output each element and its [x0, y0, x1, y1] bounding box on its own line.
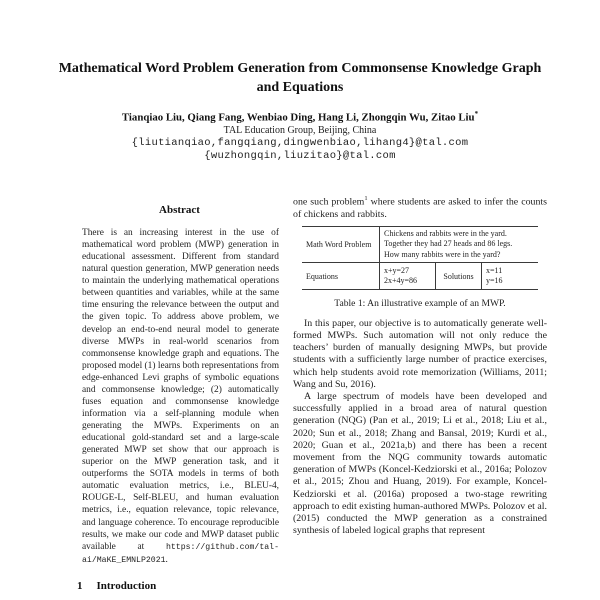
table-caption: Table 1: An illustrative example of an MWP.	[334, 297, 506, 309]
table-cell-solutions	[482, 263, 538, 288]
section-number: 1	[77, 579, 83, 592]
table-mwp-example	[302, 226, 538, 290]
equation-line: x+y=27	[384, 265, 410, 275]
table-cell-equations-label: Equations	[302, 263, 380, 288]
table-row	[302, 227, 538, 263]
left-column	[77, 204, 282, 592]
email-line-1: {liutianqiao,fangqiang,dingwenbiao,lihang4}@tal.com	[131, 136, 469, 149]
right-column	[293, 193, 547, 537]
author-names: Tianqiao Liu, Qiang Fang, Wenbiao Ding, Hang Li, Zhongqin Wu, Zitao Liu	[121, 111, 475, 124]
solution-line: x=11	[486, 265, 503, 275]
solution-line: y=16	[486, 276, 503, 286]
abstract-period: .	[165, 554, 168, 565]
author-footnote-mark: *	[474, 110, 479, 118]
abstract-body-text: There is an increasing interest in the use of mathematical word problem (MWP) generation in educational assessment. Different from standard natural question generation, MWP generation needs to maintain the underlying mathematical operations between quantities and variables, while at the same time ensuring the relevance between the output and the given topic. To address above problem, we develop an end-to-end neural model to generate diverse MWPs in real-world scenarios from commonsense knowledge graph and equations. The proposed model (1) learns both representations from edge-enhanced Levi graphs of symbolic equations and commonsense knowledge; (2) automatically fuses equation and commonsense knowledge information via a self-planning module when generating the MWPs. Experiments on an educational gold-standard set and a large-scale generated MWP set show that our approach is superior on the MWP generation task, and it outperforms the SOTA models in terms of both automatic evaluation metrics, i.e., BLEU-4, ROUGE-L, Self-BLEU, and human evaluation metrics, i.e., equation relevance, topic relevance, and language coherence. To encourage reproducible results, we make our code and MWP dataset public available at	[82, 228, 279, 552]
table-cell-solutions-label: Solutions	[436, 263, 482, 288]
paragraph-lead	[293, 193, 547, 221]
email-line-2: {wuzhongqin,liuzitao}@tal.com	[204, 149, 396, 162]
paragraph-objective: In this paper, our objective is to automatically generate well-formed MWPs. Such automation will not only reduce the teachers’ burden of manually designing MWPs, but provide students with a sufficiently large number of practice exercises, which help students avoid rote memorization (Williams, 2011; Wang and Su, 2016).	[293, 317, 547, 390]
problem-line: Chickens and rabbits were in the yard.	[384, 229, 507, 239]
section-heading-introduction	[77, 580, 282, 592]
table-cell-equations	[380, 263, 436, 288]
paragraph-related-work: A large spectrum of models have been developed and successfully applied in a broad area of natural question generation (NQG) (Pan et al., 2019; Li et al., 2018; Liu et al., 2020; Sun et al., 2018; Zhang and Bansal, 2019; Kurdi et al., 2020; Guan et al., 2021a,b) and there has been a recent movement from the NQG community towards automatic generation of MWPs (Koncel-Kedziorski et al., 2016a; Polozov et al., 2015; Zhou and Huang, 2019). For example, Koncel-Kedziorski et al. (2016a) proposed a two-stage rewriting approach to edit existing human-authored MWPs. Polozov et al. (2015) conducted the MWP generation as a constrained synthesis of labeled logical graphs that represent	[293, 390, 547, 537]
affiliation: TAL Education Group, Beijing, China	[223, 124, 377, 136]
paper-header	[0, 60, 600, 162]
page-title: Mathematical Word Problem Generation from Commonsense Knowledge Graph and Equations	[58, 61, 542, 95]
table-row	[302, 262, 538, 288]
footnote-marker: 1	[364, 195, 368, 202]
equation-line: 2x+4y=86	[384, 276, 418, 286]
section-title: Introduction	[96, 579, 157, 592]
problem-line: How many rabbits were in the yard?	[384, 249, 501, 259]
paragraph-lead-text: one such problem	[293, 196, 365, 208]
author-line	[0, 110, 600, 124]
problem-line: Together they had 27 heads and 86 legs.	[384, 239, 513, 249]
paragraph-lead-rest: where students are asked to infer the counts of chickens and rabbits.	[293, 196, 547, 220]
abstract-text	[77, 227, 282, 567]
table-cell-problem-text	[380, 227, 538, 263]
abstract-heading: Abstract	[159, 204, 200, 216]
table-cell-problem-label: Math Word Problem	[302, 227, 380, 263]
code-repo-link[interactable]: https://github.com/tal-ai/MaKE_EMNLP2021	[82, 542, 279, 565]
